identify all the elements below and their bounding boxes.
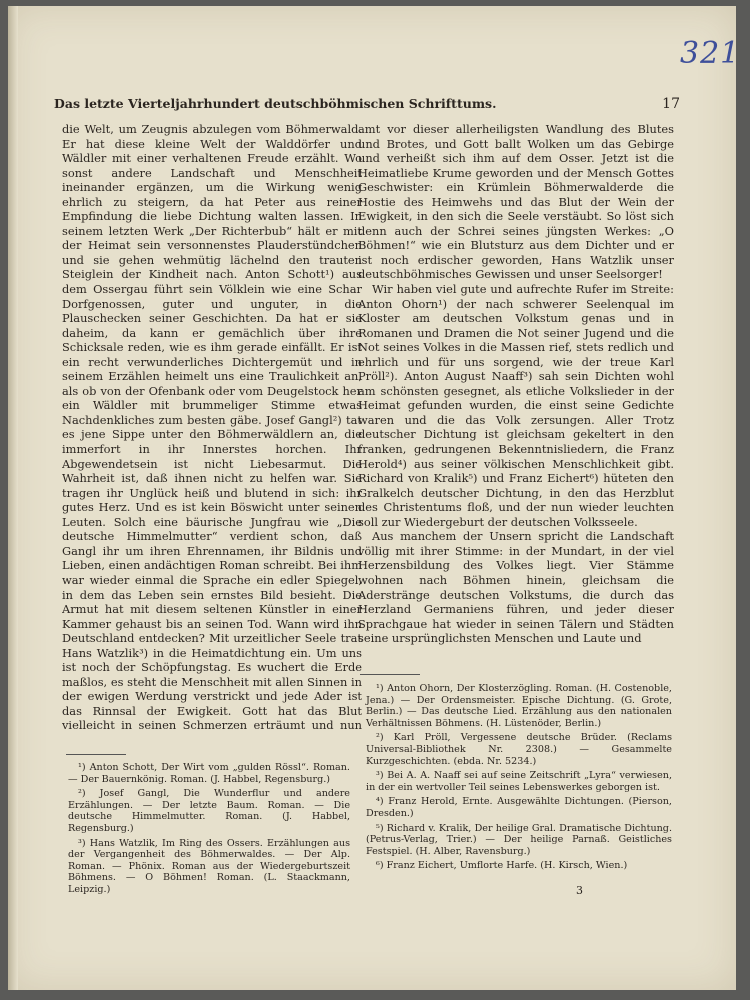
footnote: ⁵) Richard v. Kralik, Der heilige Gral. Dramatische Dichtung. (Petrus-Verlag, Trier.) — Der heilige Parnaß. Geistliches Festspiel. (H. Alber, Ravensburg.) — [366, 822, 672, 857]
footnote-divider-right — [360, 674, 420, 675]
page-number: 17 — [662, 96, 680, 112]
right-paragraph: Wir haben viel gute und aufrechte Rufer im Streite: Anton Ohorn¹) der nach schwerer Seelenqual im Kloster am deutschen Volkstum genas und in Romanen und Dramen die Not seiner Jugend und die Not seines Volkes in die Massen rief, stets redlich und ehrlich und für uns sorgend, wie der treue Karl Pröll²). Anton August Naaff³) sah sein Dichten wohl am schönsten gesegnet, als etliche Volkslieder in der Heimat gefunden wurden, die einst seine Gedichte waren und die das Volk zersungen. Aller Trotz deutscher Dichtung ist gleichsam gekeltert in den franken, gedrungenen Bekenntnisliedern, die Franz Herold⁴) aus seiner völkischen Menschlichkeit gibt. Richard von Kralik⁵) und Franz Eichert⁶) hüteten den Gralkelch deutscher Dichtung, in den das Herzblut des Christentums floß, und der nun wieder leuchten soll zur Wiedergeburt der deutschen Volksseele. — [358, 282, 674, 529]
printer-signature: 3 — [576, 884, 583, 897]
running-head — [54, 96, 680, 112]
footnote: ²) Karl Pröll, Vergessene deutsche Brüder. (Reclams Universal-Bibliothek Nr. 2308.) — Gesammelte Kurzgeschichten. (ebda. Nr. 5234.) — [366, 732, 672, 767]
footnote: ³) Hans Watzlik, Im Ring des Ossers. Erzählungen aus der Vergangenheit des Böhmerwaldes. — Der Alp. Roman. — Phönix. Roman aus der Wiedergeburtszeit Böhmens. — O Böhmen! Roman. (L. Staackmann, Leipzig.) — [68, 837, 350, 895]
footnote: ¹) Anton Schott, Der Wirt vom „gulden Rössl“. Roman. — Der Bauernkönig. Roman. (J. Habbel, Regensburg.) — [68, 762, 350, 785]
footnote: ³) Bei A. A. Naaff sei auf seine Zeitschrift „Lyra“ verwiesen, in der ein wertvoller Teil seines Lebenswerkes geborgen ist. — [366, 770, 672, 793]
footnote-divider-left — [66, 754, 126, 755]
handwritten-page-mark: 321 — [680, 36, 741, 71]
page-gutter — [8, 6, 18, 990]
footnote: ⁴) Franz Herold, Ernte. Ausgewählte Dichtungen. (Pierson, Dresden.) — [366, 796, 672, 819]
right-column — [358, 122, 674, 672]
left-column — [62, 122, 362, 732]
footnotes-right — [366, 683, 672, 875]
running-head-title: Das letzte Vierteljahrhundert deutschböhmischen Schrifttums. — [54, 96, 497, 111]
book-page — [8, 6, 741, 990]
right-paragraph: Aus manchem der Unsern spricht die Landschaft völlig mit ihrer Stimme: in der Mundart, in der viel Herzensbildung des Volkes liegt. Vier Stämme wohnen nach Böhmen hinein, gleichsam die Aderstränge deutschen Volkstums, die durch das Herzland Germaniens führen, und jeder dieser Sprachgaue hat wieder in seinen Tälern und Städten seine ursprünglichsten Menschen und Laute und — [358, 529, 674, 646]
footnote: ¹) Anton Ohorn, Der Klosterzögling. Roman. (H. Costenoble, Jena.) — Der Ordensmeister. Epische Dichtung. (G. Grote, Berlin.) — Das deutsche Lied. Erzählung aus den nationalen Verhältnissen Böhmens. (H. Lüstenöder, Berlin.) — [366, 683, 672, 729]
right-paragraph: amt vor dieser allerheiligsten Wandlung des Blutes und Brotes, und Gott ballt Wolken um das Gebirge und verheißt sich ihm auf dem Osser. Jetzt ist die Heimatliebe Krume geworden und der Mensch Gottes Geschwister: ein Krümlein Böhmerwalderde die Hostie des Heimwehs und das Blut der Wein der Ewigkeit, in den sich die Seele verstäubt. So löst sich denn auch der Schrei seines jüngsten Werkes: „O Böhmen!“ wie ein Blutsturz aus dem Dichter und er ist noch erdischer geworden, Hans Watzlik unser deutschböhmisches Gewissen und unser Seelsorger! — [358, 122, 674, 282]
left-paragraph: die Welt, um Zeugnis abzulegen vom Böhmerwald. Er hat diese kleine Welt der Walddörfer und Wäldler mit einer verhaltenen Freude erzählt. Wo sonst andere Landschaft und Menschheit ineinander ergänzen, um die Wirkung wenig ehrlich zu steigern, da hat Peter aus reiner Empfindung die liebe Dichtung walten lassen. In seinem letzten Werk „Der Richterbub“ hält er mit der Heimat sein versonnenstes Plauderstündchen und sie gehen wehmütig lächelnd den trauten Steiglein der Kindheit nach. Anton Schott¹) aus dem Ossergau führt sein Völklein wie eine Schar Dorfgenossen, guter und unguter, in die Plauschecken seiner Geschichten. Da hat er sie daheim, da kann er gemächlich über ihre Schicksale reden, wie es ihm gerade einfällt. Er ist ein recht verwunderliches Dichtergemüt und in seinem Erzählen heimelt uns eine Traulichkeit an, als ob von der Ofenbank oder vom Deugelstock her ein Wäldler mit brummeliger Stimme etwas Nachdenkliches zum besten gäbe. Josef Gangl²) tat es jene Sippe unter den Böhmerwäldlern an, die immerfort in ihr Innerstes horchen. Ihr Abgewendetsein ist nicht Liebesarmut. Die Wahrheit ist, daß ihnen nicht zu helfen war. Sie tragen ihr Unglück heiß und blutend in sich: ihr gutes Herz. Und es ist kein Böswicht unter seinen Leuten. Solch eine bäurische Jungfrau wie „Die deutsche Himmelmutter“ verdient schon, daß Gangl ihr um ihren Ehrennamen, ihr Bildnis und Lieben, einen andächtigen Roman schreibt. Bei ihm war wieder einmal die Sprache ein edler Spiegel, in dem das Leben sein ernstes Bild besieht. Die Armut hat mit diesem seltenen Künstler in einer Kammer gehaust bis an seinen Tod. Wann wird ihn Deutschland entdecken? Mit urzeitlicher Seele trat Hans Watzlik³) in die Heimatdichtung ein. Um uns ist noch der Schöpfungstag. Es wuchert die Erde maßlos, es steht die Menschheit mit allen Sinnen in der ewigen Werdung verstrickt und jede Ader ist das Rinnsal der Ewigkeit. Gott hat das Blut vielleicht in seinen Schmerzen erträumt und nun — [62, 122, 362, 732]
footnotes-left — [68, 762, 350, 899]
footnote: ⁶) Franz Eichert, Umflorte Harfe. (H. Kirsch, Wien.) — [376, 860, 628, 872]
footnote: ²) Josef Gangl, Die Wunderflur und andere Erzählungen. — Der letzte Baum. Roman. — Die deutsche Himmelmutter. Roman. (J. Habbel, Regensburg.) — [68, 788, 350, 834]
